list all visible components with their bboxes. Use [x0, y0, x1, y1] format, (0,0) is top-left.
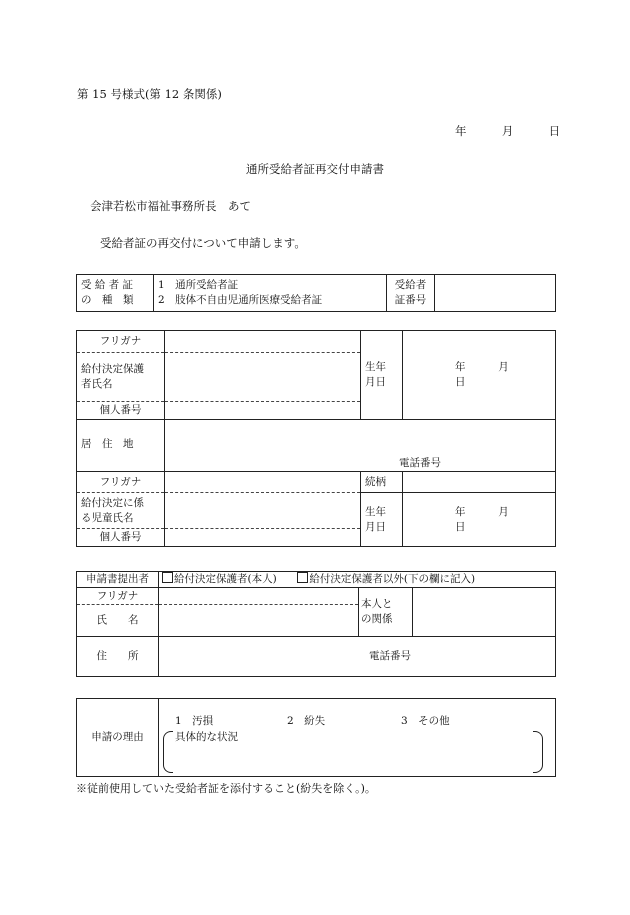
child-personal-number-label: 個人番号	[77, 529, 165, 547]
guardian-name-label-line1: 給付決定保護	[81, 363, 144, 375]
child-personal-number-field[interactable]	[165, 529, 361, 547]
reason-table	[76, 698, 556, 777]
guardian-name-field[interactable]	[165, 353, 361, 402]
residence-field[interactable]	[165, 420, 556, 472]
child-relation-label: 続柄	[361, 472, 403, 493]
footnote: ※従前使用していた受給者証を添付すること(紛失を除く。)。	[76, 782, 376, 795]
detail-label: 具体的な状況	[175, 731, 238, 743]
addressee: 会津若松市福祉事務所長 あて	[90, 199, 251, 213]
date-day: 日	[548, 124, 561, 138]
option-self-label: 給付決定保護者(本人)	[174, 573, 277, 585]
reason-option-2[interactable]: 2 紛失	[287, 715, 326, 727]
guardian-birth-field[interactable]	[403, 331, 556, 420]
guardian-birth-month: 月	[498, 361, 509, 373]
intro-text: 受給者証の再交付について申請します。	[100, 236, 306, 250]
cert-number-label-line1: 受給者	[394, 279, 427, 291]
guardian-personal-number-label: 個人番号	[77, 402, 165, 420]
date-month: 月	[501, 124, 514, 138]
child-name-field[interactable]	[165, 493, 361, 529]
guardian-furigana-label: フリガナ	[77, 331, 165, 353]
form-number: 第 15 号様式(第 12 条関係)	[77, 87, 222, 101]
guardian-name-label	[77, 353, 165, 402]
child-birth-label-line2: 月日	[365, 520, 386, 533]
guardian-name-label-line2: 者氏名	[81, 378, 113, 390]
submitter-address-field[interactable]	[159, 637, 556, 677]
guardian-birth-label	[361, 331, 403, 420]
child-birth-month: 月	[498, 505, 509, 518]
child-name-label	[77, 493, 165, 529]
child-birth-label	[361, 493, 403, 547]
cert-type-table	[76, 274, 556, 312]
child-birth-field[interactable]	[403, 493, 556, 547]
submitter-label: 申請書提出者	[77, 572, 159, 588]
guardian-personal-number-field[interactable]	[165, 402, 361, 420]
checkbox-other[interactable]	[297, 572, 308, 583]
submitter-relation-label	[359, 588, 413, 637]
reason-label: 申請の理由	[77, 699, 159, 777]
child-birth-day: 日	[455, 520, 466, 533]
option-other-label: 給付決定保護者以外(下の欄に記入)	[309, 573, 476, 585]
child-name-label-line1: 給付決定に係	[81, 496, 144, 509]
reason-option-1[interactable]: 1 汚損	[175, 715, 214, 727]
residence-phone-label: 電話番号	[399, 457, 441, 469]
submitter-furigana-label: フリガナ	[77, 588, 159, 605]
cert-number-label	[387, 275, 435, 312]
detail-bracket-left	[163, 731, 173, 773]
cert-type-option-2: 2 肢体不自由児通所医療受給者証	[158, 294, 323, 306]
guardian-birth-label-line1: 生年	[365, 361, 386, 373]
guardian-birth-day: 日	[455, 376, 466, 388]
child-name-label-line2: る児童氏名	[81, 511, 134, 524]
date-line	[455, 123, 560, 139]
applicant-table	[76, 330, 556, 547]
guardian-birth-label-line2: 月日	[365, 376, 386, 388]
cert-type-label	[77, 275, 154, 312]
submitter-relation-label-line1: 本人と	[361, 598, 393, 610]
submitter-relation-label-line2: の関係	[361, 613, 393, 625]
reason-field[interactable]	[159, 699, 556, 777]
cert-type-options	[154, 275, 387, 312]
child-relation-field[interactable]	[403, 472, 556, 493]
submitter-relation-field[interactable]	[413, 588, 556, 637]
submitter-options	[159, 572, 556, 588]
child-furigana-field[interactable]	[165, 472, 361, 493]
submitter-table	[76, 571, 556, 677]
residence-label: 居 住 地	[77, 420, 165, 472]
guardian-birth-year: 年	[455, 361, 466, 373]
cert-type-option-1: 1 通所受給者証	[158, 279, 239, 291]
detail-bracket-right	[533, 731, 543, 773]
cert-type-label-line2: の 種 類	[81, 294, 134, 306]
submitter-address-label: 住 所	[77, 637, 159, 677]
submitter-phone-label: 電話番号	[369, 650, 411, 662]
cert-number-label-line2: 証番号	[394, 294, 427, 306]
submitter-name-label: 氏 名	[77, 605, 159, 637]
child-birth-year: 年	[455, 505, 466, 518]
submitter-name-field[interactable]	[159, 605, 359, 637]
checkbox-self[interactable]	[162, 572, 173, 583]
form-title: 通所受給者証再交付申請書	[246, 162, 384, 176]
child-furigana-label: フリガナ	[77, 472, 165, 493]
cert-number-field[interactable]	[435, 275, 556, 312]
submitter-furigana-field[interactable]	[159, 588, 359, 605]
cert-type-label-line1: 受 給 者 証	[81, 279, 134, 291]
reason-option-3[interactable]: 3 その他	[401, 715, 450, 727]
child-birth-label-line1: 生年	[365, 505, 386, 518]
guardian-furigana-field[interactable]	[165, 331, 361, 353]
date-year: 年	[455, 124, 467, 138]
